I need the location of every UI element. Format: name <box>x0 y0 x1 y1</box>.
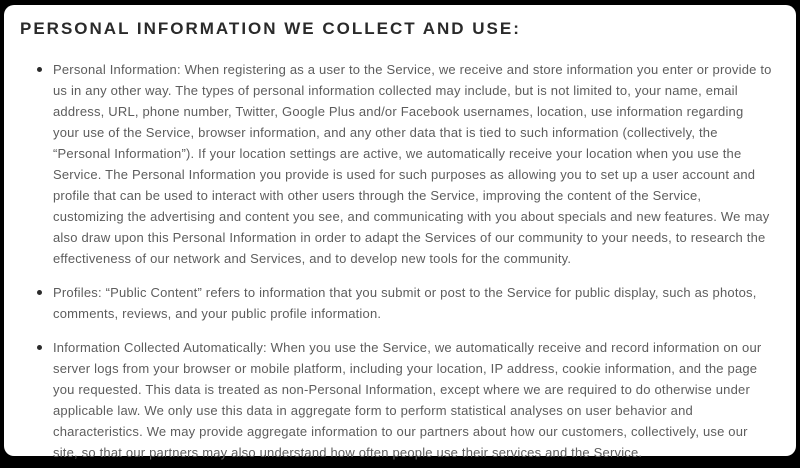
bullet-icon <box>37 67 42 72</box>
list-item-text: Information Collected Automatically: When you use the Service, we automatically receive and record information on our server logs from your browser or mobile platform, including your location, IP address, cookie information, and the page you requested. This data is treated as non-Personal Information, except where we are required to do otherwise under applicable law. We only use this data in aggregate form to perform statistical analyses on user behavior and characteristics. We may provide aggregate information to our partners about how our customers, collectively, use our site, so that our partners may also understand how often people use their services and the Service. <box>53 340 762 460</box>
list-item-text: Profiles: “Public Content” refers to information that you submit or post to the Service for public display, such as photos, comments, reviews, and your public profile information. <box>53 285 757 321</box>
privacy-policy-card <box>4 5 796 460</box>
bullet-list <box>16 59 772 463</box>
list-item <box>37 59 772 269</box>
bullet-icon <box>37 345 42 350</box>
bullet-icon <box>37 290 42 295</box>
list-item <box>37 282 772 324</box>
list-item-text: Personal Information: When registering as a user to the Service, we receive and store information you enter or provide to us in any other way. The types of personal information collected may include, but is not limited to, your name, email address, URL, phone number, Twitter, Google Plus and/or Facebook usernames, location, use information regarding your use of the Service, browser information, and any other data that is tied to such information (collectively, the “Personal Information”). If your location settings are active, we automatically receive your location when you use the Service. The Personal Information you provide is used for such purposes as allowing you to set up a user account and profile that can be used to interact with other users through the Service, improving the content of the Service, customizing the advertising and content you see, and communicating with you about specials and new features. We may also draw upon this Personal Information in order to adapt the Services of our community to your needs, to research the effectiveness of our network and Services, and to develop new tools for the community. <box>53 62 772 266</box>
section-heading: PERSONAL INFORMATION WE COLLECT AND USE: <box>20 19 521 38</box>
list-item <box>37 337 772 463</box>
